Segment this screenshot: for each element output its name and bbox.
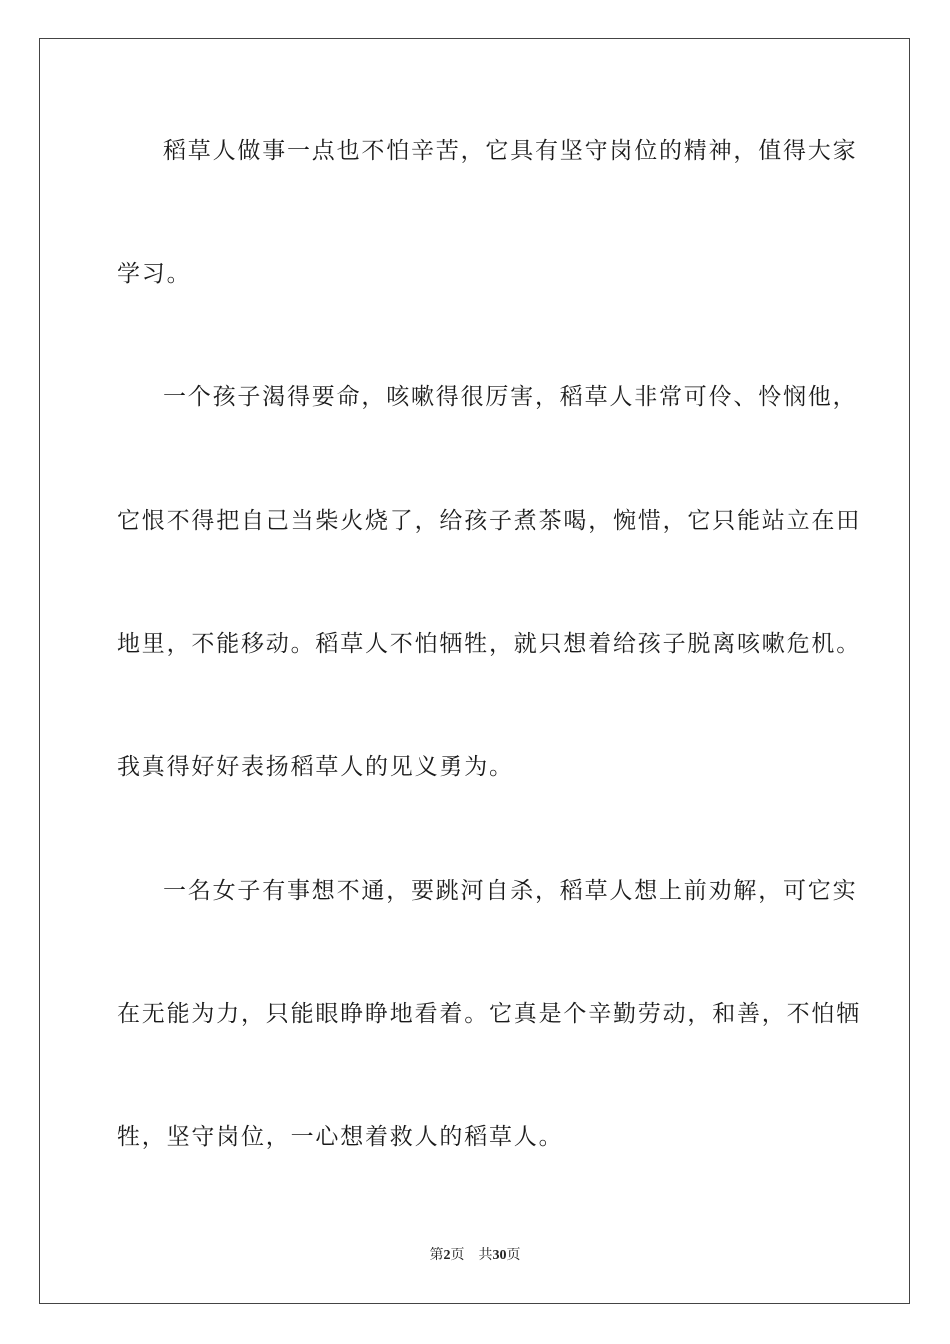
- paragraph-1-line-1: 稻草人做事一点也不怕辛苦，它具有坚守岗位的精神，值得大家: [163, 138, 858, 164]
- total-suffix: 页: [506, 1247, 521, 1263]
- paragraph-2-line-4: 我真得好好表扬稻草人的见义勇为。: [117, 754, 514, 780]
- paragraph-3-line-2: 在无能为力，只能眼睁睁地看着。它真是个辛勤劳动，和善，不怕牺: [117, 1001, 861, 1027]
- paragraph-2-line-2: 它恨不得把自己当柴火烧了，给孩子煮茶喝，惋惜，它只能站立在田: [117, 508, 861, 534]
- paragraph-3-line-3: 牲，坚守岗位，一心想着救人的稻草人。: [117, 1124, 564, 1150]
- page-border: [39, 38, 910, 1304]
- page-suffix: 页: [450, 1247, 465, 1263]
- total-pages: 30: [492, 1248, 507, 1263]
- page-footer: [0, 1246, 950, 1265]
- paragraph-2-line-3: 地里，不能移动。稻草人不怕牺牲，就只想着给孩子脱离咳嗽危机。: [117, 631, 861, 657]
- total-prefix: 共: [478, 1247, 493, 1263]
- page-prefix: 第: [429, 1247, 444, 1263]
- paragraph-3-line-1: 一名女子有事想不通，要跳河自杀，稻草人想上前劝解，可它实: [163, 878, 858, 904]
- paragraph-1-line-2: 学习。: [117, 261, 192, 287]
- page-number: 2: [443, 1248, 451, 1263]
- paragraph-2-line-1: 一个孩子渴得要命，咳嗽得很厉害，稻草人非常可伶、怜悯他，: [163, 384, 858, 410]
